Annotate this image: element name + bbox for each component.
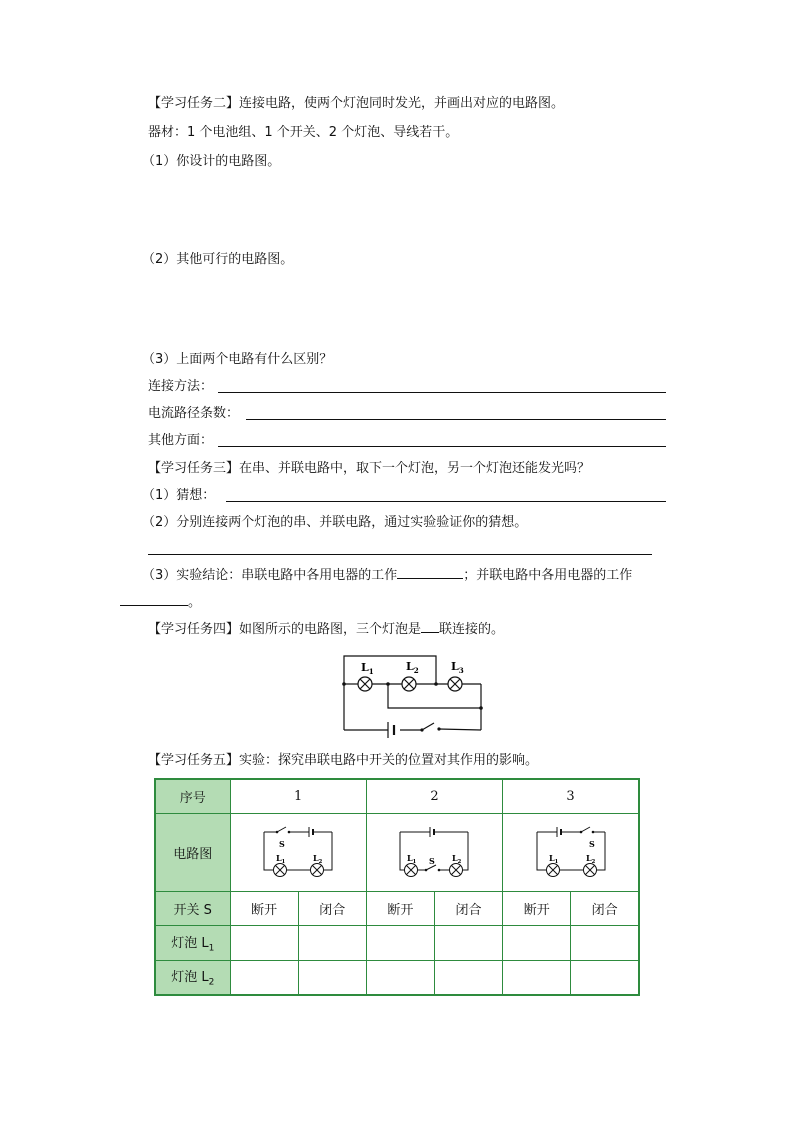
junction-dot bbox=[479, 706, 483, 710]
label-l2: $L_2$ bbox=[406, 660, 419, 675]
task3-title-text: 在串、并联电路中，取下一个灯泡，另一个灯泡还能发光吗？ bbox=[239, 461, 591, 476]
switch-state-cell: 闭合 bbox=[298, 891, 366, 925]
bulb2-result-cell[interactable] bbox=[366, 960, 434, 995]
bulb2-result-cell[interactable] bbox=[434, 960, 502, 995]
table-row bbox=[155, 925, 639, 960]
header-bulb1-text: 灯泡 L bbox=[171, 935, 209, 951]
column-number: 3 bbox=[503, 779, 639, 813]
switch-state-cell: 断开 bbox=[230, 891, 298, 925]
task3-q2: （2）分别连接两个灯泡的串、并联电路，通过实验验证你的猜想。 bbox=[142, 515, 528, 530]
task3-title bbox=[148, 460, 590, 478]
bulb-icon bbox=[402, 677, 416, 691]
task5-title bbox=[148, 752, 538, 770]
bulb-icon bbox=[358, 677, 372, 691]
task3-q3-end: 。 bbox=[188, 595, 202, 610]
bulb1-result-cell[interactable] bbox=[503, 925, 571, 960]
connection-type-blank[interactable] bbox=[421, 620, 439, 633]
paths-answer-line[interactable] bbox=[246, 419, 666, 420]
column-number: 1 bbox=[230, 779, 366, 813]
experiment-table bbox=[154, 778, 640, 996]
task2-title bbox=[148, 95, 564, 113]
bulb-icon bbox=[546, 864, 559, 877]
switch-label: S bbox=[279, 839, 285, 849]
bulb1-result-cell[interactable] bbox=[298, 925, 366, 960]
header-bulb1 bbox=[155, 925, 230, 960]
series-conclusion-blank[interactable] bbox=[397, 566, 463, 579]
bulb1-result-cell[interactable] bbox=[571, 925, 639, 960]
task2-q1: （1）你设计的电路图。 bbox=[142, 154, 281, 169]
table-row bbox=[155, 779, 639, 813]
switch-contact-dot bbox=[420, 728, 423, 731]
label-l1: $L_1$ bbox=[361, 661, 374, 676]
other-label: 其他方面： bbox=[148, 433, 214, 448]
task4-circuit-diagram bbox=[330, 650, 500, 738]
junction-dot bbox=[434, 682, 438, 686]
task3-title-bracket: 【学习任务三】 bbox=[148, 461, 240, 476]
task4-title-bracket: 【学习任务四】 bbox=[148, 622, 240, 637]
task2-q3: （3）上面两个电路有什么区别？ bbox=[142, 352, 333, 367]
header-circuit: 电路图 bbox=[155, 813, 230, 891]
junction-dot bbox=[342, 682, 346, 686]
task3-q3 bbox=[142, 566, 632, 585]
connection-label: 连接方法： bbox=[148, 379, 214, 394]
bulb2-result-cell[interactable] bbox=[230, 960, 298, 995]
switch-label: S bbox=[429, 856, 436, 866]
bulb2-result-cell[interactable] bbox=[298, 960, 366, 995]
task4-title bbox=[148, 620, 504, 639]
switch-state-cell: 闭合 bbox=[571, 891, 639, 925]
parallel-conclusion-blank[interactable] bbox=[120, 593, 188, 606]
bulb-icon bbox=[274, 864, 287, 877]
bulb1-label: $L_1$ bbox=[407, 853, 417, 865]
table-row bbox=[155, 960, 639, 995]
bulb2-result-cell[interactable] bbox=[503, 960, 571, 995]
bulb1-result-cell[interactable] bbox=[434, 925, 502, 960]
bulb-icon bbox=[405, 864, 418, 877]
task2-q2: （2）其他可行的电路图。 bbox=[142, 252, 294, 267]
circuit-diagram-3 bbox=[531, 820, 611, 880]
task3-q3-part1: （3）实验结论：串联电路中各用电器的工作 bbox=[142, 568, 398, 583]
task5-title-text: 实验：探究串联电路中开关的位置对其作用的影响。 bbox=[239, 753, 539, 768]
column-number: 2 bbox=[366, 779, 502, 813]
junction-dot bbox=[386, 682, 390, 686]
switch-contact-dot bbox=[437, 727, 440, 730]
bulb2-result-cell[interactable] bbox=[571, 960, 639, 995]
circuit-diagram-2 bbox=[394, 820, 474, 880]
header-bulb1-sub: 1 bbox=[208, 943, 215, 954]
guess-answer-line[interactable] bbox=[226, 501, 666, 502]
switch-state-cell: 断开 bbox=[366, 891, 434, 925]
task2-title-bracket: 【学习任务二】 bbox=[148, 96, 240, 111]
header-switch: 开关 S bbox=[155, 891, 230, 925]
verify-answer-line[interactable] bbox=[148, 554, 652, 555]
task4-title-post: 联连接的。 bbox=[439, 622, 505, 637]
connection-answer-line[interactable] bbox=[218, 392, 666, 393]
paths-label: 电流路径条数： bbox=[148, 406, 240, 421]
bulb-icon bbox=[448, 677, 462, 691]
table-row bbox=[155, 813, 639, 891]
bulb2-label: $L_2$ bbox=[585, 853, 595, 865]
switch-label: S bbox=[588, 839, 595, 849]
label-l3: $L_3$ bbox=[451, 660, 464, 675]
bulb-icon bbox=[450, 864, 463, 877]
task3-q3-continuation bbox=[120, 593, 201, 612]
bulb1-label: $L_1$ bbox=[548, 853, 558, 865]
header-seq: 序号 bbox=[155, 779, 230, 813]
bulb2-label: $L_2$ bbox=[313, 853, 323, 865]
bulb-icon bbox=[583, 864, 596, 877]
bulb1-result-cell[interactable] bbox=[230, 925, 298, 960]
bulb1-result-cell[interactable] bbox=[366, 925, 434, 960]
bulb1-label: $L_1$ bbox=[276, 853, 286, 865]
header-bulb2-text: 灯泡 L bbox=[171, 970, 209, 986]
other-answer-line[interactable] bbox=[218, 446, 666, 447]
circuit-cell bbox=[503, 813, 639, 891]
switch-state-cell: 闭合 bbox=[434, 891, 502, 925]
circuit-diagram-1 bbox=[258, 820, 338, 880]
header-bulb2-sub: 2 bbox=[208, 978, 215, 989]
task2-title-text: 连接电路，使两个灯泡同时发光，并画出对应的电路图。 bbox=[239, 96, 565, 111]
header-bulb2 bbox=[155, 960, 230, 995]
task2-materials: 器材：1 个电池组、1 个开关、2 个灯泡、导线若干。 bbox=[148, 125, 459, 140]
task3-q3-part2: ；并联电路中各用电器的工作 bbox=[463, 568, 633, 583]
table-row bbox=[155, 891, 639, 925]
circuit-cell bbox=[230, 813, 366, 891]
task5-title-bracket: 【学习任务五】 bbox=[148, 753, 240, 768]
task3-q1: （1）猜想： bbox=[142, 488, 216, 503]
task4-title-pre: 如图所示的电路图，三个灯泡是 bbox=[239, 622, 422, 637]
bulb2-label: $L_2$ bbox=[452, 853, 462, 865]
switch-state-cell: 断开 bbox=[503, 891, 571, 925]
circuit-cell bbox=[366, 813, 502, 891]
bulb-icon bbox=[311, 864, 324, 877]
